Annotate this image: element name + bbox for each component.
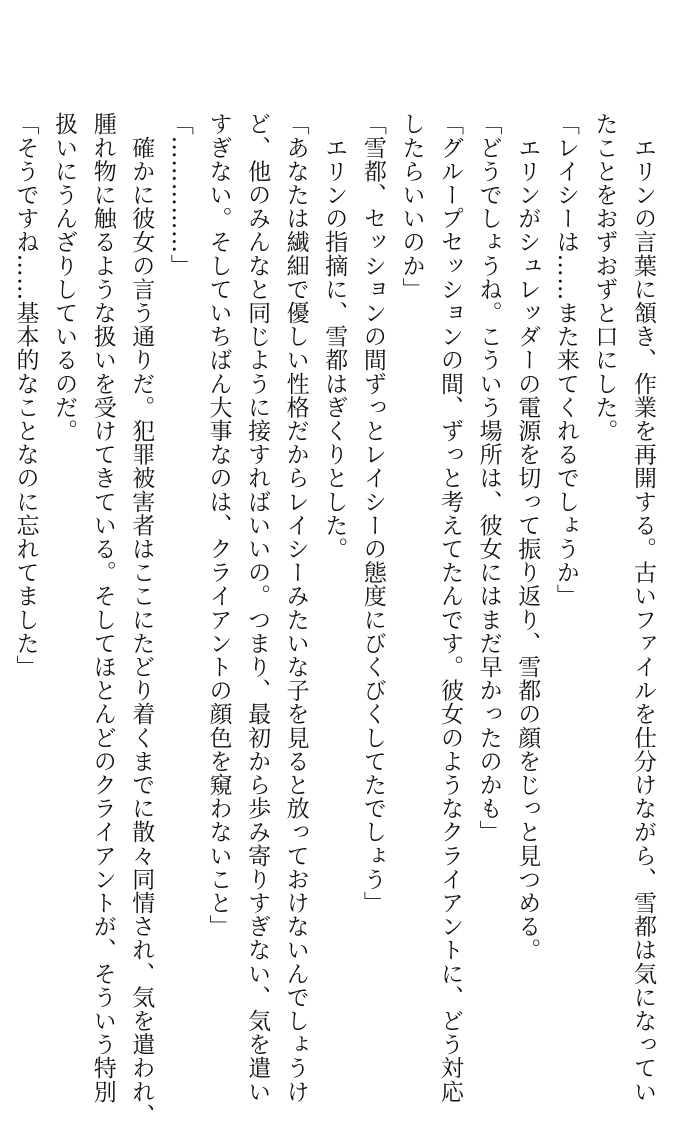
vertical-text-body [12,112,662,1127]
text-line: 「グループセッションの間、ずっと考えてたんです。彼女のようなクライアントに、どう対応 [437,112,464,1104]
text-line: 「そうですね……基本的なことなのに忘れてました」 [12,112,39,679]
text-line: したらいいのか」 [398,112,425,301]
text-line: たことをおずおずと口にした。 [591,112,618,443]
text-line: エリンの言葉に頷き、作業を再開する。古いファイルを仕分けながら、雪都は気になってい [630,112,656,1104]
text-line: 「……………」 [166,112,193,278]
text-line: エリンの指摘に、雪都はぎくりとした。 [321,112,348,561]
text-line: ど、他のみんなと同じように接すればいいの。つまり、最初から歩み寄りすぎない、気を遣い [244,112,271,1104]
text-line: 「レイシーは……また来てくれるでしょうか」 [552,112,579,608]
text-line: 確かに彼女の言う通りだ。犯罪被害者はここにたどり着くまでに散々同情され、気を遣われ、 [128,112,155,1127]
text-line: 腫れ物に触るような扱いを受けてきている。そしてほとんどのクライアントが、そういう特別 [89,112,116,1104]
text-line: すぎない。そしていちばん大事なのは、クライアントの顔色を窺わないこと」 [205,112,232,938]
text-line: 「どうでしょうね。こういう場所は、彼女にはまだ早かったのかも」 [475,112,502,844]
text-line: エリンがシュレッダーの電源を切って振り返り、雪都の顔をじっと見つめる。 [514,112,541,962]
text-line: 扱いにうんざりしているのだ。 [51,112,78,443]
text-line: 「雪都、セッションの間ずっとレイシーの態度にびくびくしてたでしょう」 [359,112,386,915]
text-line: 「あなたは繊細で優しい性格だからレイシーみたいな子を見ると放っておけないんでしょうけ [282,112,309,1104]
